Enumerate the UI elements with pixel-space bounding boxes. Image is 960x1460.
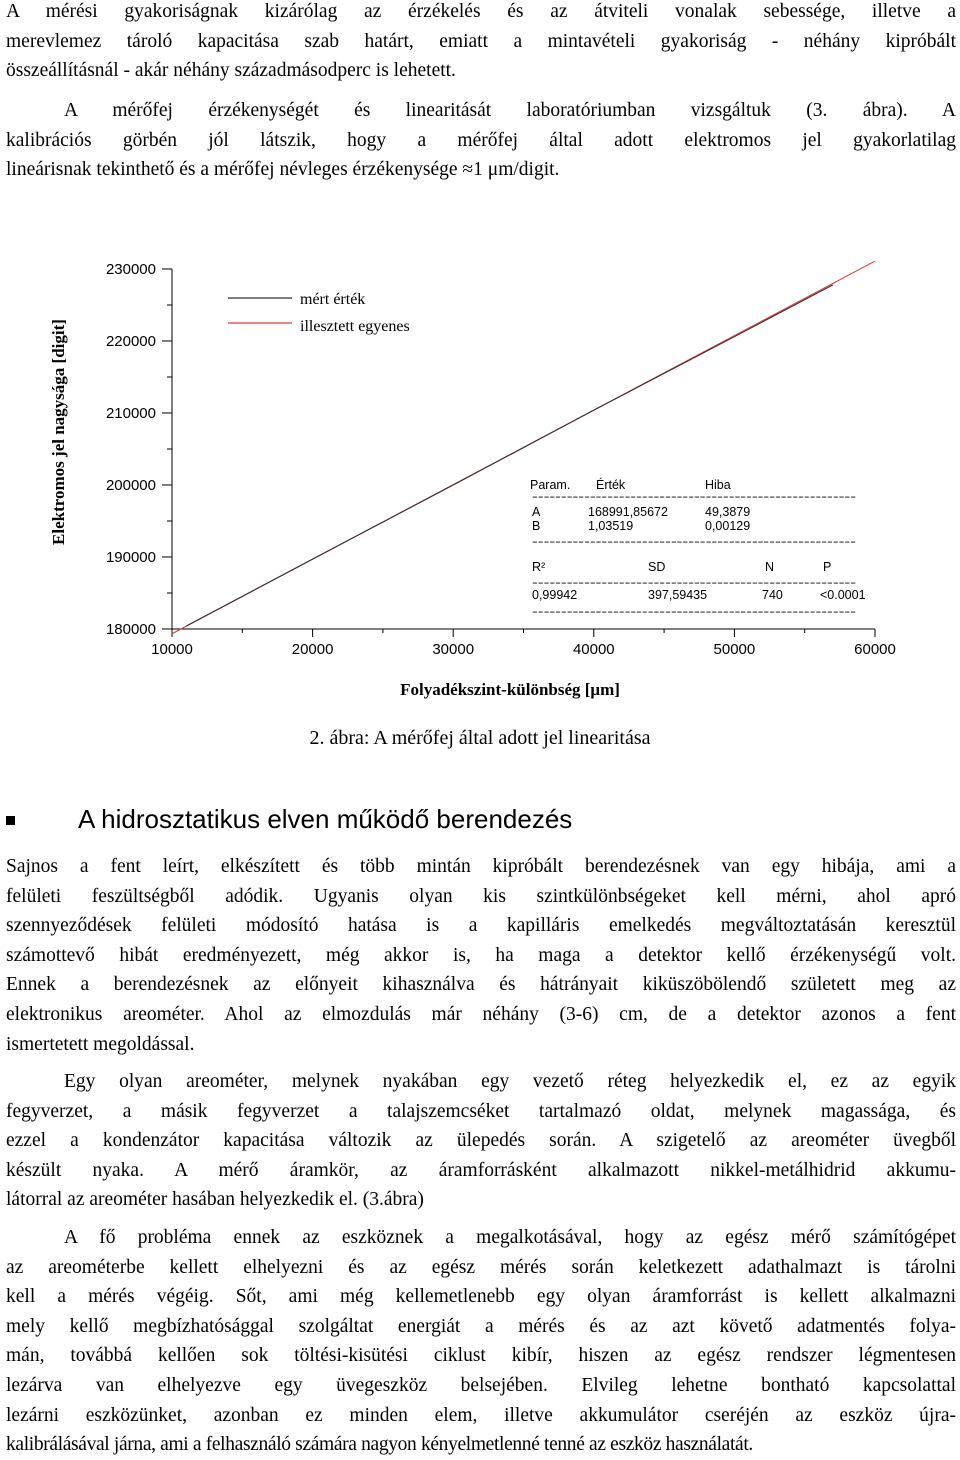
stats-cell: B xyxy=(532,519,541,533)
stats-dash-rule: -------------------------------------------------------- xyxy=(532,491,857,503)
y-axis-label: Elektromos jel nagysága [digit] xyxy=(49,319,68,545)
stats-cell: <0.0001 xyxy=(820,588,866,602)
calibration-chart xyxy=(0,250,960,710)
intro-line: összeállításnál - akár néhány századmásodperc is lehetett. xyxy=(6,60,456,82)
paragraph-line: kell a mérés végéig. Sőt, ami még kellemetlenebb egy olyan áramforrást is kellett alkalmazni xyxy=(6,1286,956,1308)
stats-cell: 740 xyxy=(762,588,783,602)
stats-dash-rule: -------------------------------------------------------- xyxy=(532,577,857,589)
calibration-line: kalibrációs görbén jól látszik, hogy a mérőfej által adott elektromos jel gyakorlatilag xyxy=(6,129,956,151)
stats-cell: 0,00129 xyxy=(705,519,751,533)
y-tick-label: 210000 xyxy=(105,405,156,422)
x-tick-label: 50000 xyxy=(713,641,756,658)
calibration-line: A mérőfej érzékenységét és linearitását laboratóriumban vizsgáltuk (3. ábra). A xyxy=(64,100,956,121)
stats-header-cell: SD xyxy=(648,560,666,574)
stats-dash-rule: -------------------------------------------------------- xyxy=(532,606,857,618)
y-tick-label: 220000 xyxy=(105,333,156,350)
body-paragraph-2 xyxy=(6,1067,956,1215)
y-tick-label: 230000 xyxy=(105,261,156,278)
x-tick-label: 60000 xyxy=(854,641,896,658)
stats-header-cell: R² xyxy=(532,560,546,574)
stats-cell: 49,3879 xyxy=(705,505,751,519)
paragraph-line: Egy olyan areométer, melynek nyakában egy vezető réteg helyezkedik el, ez az egyik xyxy=(64,1071,956,1092)
calibration-paragraph xyxy=(6,96,956,185)
paragraph-line: lezárni eszközünket, azonban ez minden elem, illetve akkumulátor cseréjén az eszköz újra- xyxy=(6,1404,956,1426)
x-tick-label: 30000 xyxy=(432,641,475,658)
stats-cell: A xyxy=(532,505,541,519)
paragraph-line: Ennek a berendezésnek az előnyeit kihasználva és hátrányait kiküszöbölendő született meg az xyxy=(6,974,956,996)
stats-header-cell: P xyxy=(823,560,832,574)
paragraph-line: számottevő hibát eredményezett, még akkor is, ha maga a detektor kellő érzékenységű volt. xyxy=(6,944,956,966)
paragraph-line: ismertetett megoldással. xyxy=(6,1033,195,1055)
section-heading-text: A hidrosztatikus elven működő berendezés xyxy=(78,804,573,834)
stats-cell: 1,03519 xyxy=(588,519,634,533)
stats-header-cell: Param. xyxy=(530,478,571,492)
body-paragraph-1 xyxy=(6,852,956,1059)
intro-paragraph xyxy=(6,0,956,86)
paragraph-line: látorral az areométer hasában helyezkedik el. (3.ábra) xyxy=(6,1189,424,1211)
paragraph-line: elektronikus areométer. Ahol az elmozdulás már néhány (3-6) cm, de a detektor azonos a fent xyxy=(6,1003,956,1025)
stats-cell: 168991,85672 xyxy=(588,505,668,519)
bullet-icon xyxy=(6,816,15,825)
paragraph-line: A fő probléma ennek az eszköznek a megalkotásával, hogy az egész mérő számítógépet xyxy=(64,1227,956,1248)
paragraph-line: szennyeződések felületi módosító hatása is a kapilláris emelkedés megváltoztatásán keresztül xyxy=(6,915,956,937)
stats-dash-rule: -------------------------------------------------------- xyxy=(532,536,857,548)
y-tick-label: 200000 xyxy=(105,477,156,494)
figure-caption: 2. ábra: A mérőfej által adott jel linearitása xyxy=(309,727,651,749)
paragraph-line: lezárva van elhelyezve egy üvegeszköz belsejében. Elvileg lehetne bontható kapcsolattal xyxy=(6,1374,956,1396)
paragraph-line: ezzel a kondenzátor kapacitása változik az ülepedés során. A szigetelő az areométer üvegből xyxy=(6,1130,956,1152)
paragraph-line: fegyverzet, a másik fegyverzet a talajszemcséket tartalmazó oldat, melynek magassága, és xyxy=(6,1100,956,1122)
stats-header-cell: Érték xyxy=(596,478,626,492)
x-tick-label: 20000 xyxy=(291,641,334,658)
stats-cell: 397,59435 xyxy=(648,588,708,602)
x-tick-label: 10000 xyxy=(151,641,193,658)
y-tick-label: 180000 xyxy=(105,621,156,638)
paragraph-line: az areométerbe kellett elhelyezni és az egész mérés során keletkezett adathalmazt is tárolni xyxy=(6,1256,956,1278)
chart-legend xyxy=(228,291,410,335)
stats-header-cell: N xyxy=(765,560,775,574)
intro-line: A mérési gyakoriságnak kizárólag az érzékelés és az átviteli vonalak sebessége, illetve a xyxy=(6,1,956,22)
fit-statistics-table xyxy=(530,477,866,618)
paragraph-line: mely kellő megbízhatósággal szolgáltat energiát a mérés és az azt követő adatmentés folya- xyxy=(6,1315,956,1337)
x-axis-label: Folyadékszint-különbség [μm] xyxy=(400,680,620,699)
paragraph-line: felületi feszültségből adódik. Ugyanis olyan kis szintkülönbségeket kell mérni, ahol apró xyxy=(6,885,956,907)
legend-label-fitted: illesztett egyenes xyxy=(300,318,410,335)
stats-cell: 0,99942 xyxy=(532,588,578,602)
calibration-line: lineárisnak tekinthető és a mérőfej névleges érzékenysége ≈1 μm/digit. xyxy=(6,159,560,181)
body-paragraph-3 xyxy=(6,1223,956,1460)
measured-values-series xyxy=(186,285,833,626)
x-tick-label: 40000 xyxy=(572,641,615,658)
paragraph-line: készült nyaka. A mérő áramkör, az áramforrásként alkalmazott nikkel-metálhidrid akkumu- xyxy=(6,1159,956,1181)
intro-line: merevlemez tároló kapacitása szab határt, emiatt a mintavételi gyakoriság - néhány kipróbált xyxy=(6,30,956,52)
paragraph-line: kalibrálásával járna, ami a felhasználó számára nagyon kényelmetlenné tenné az eszköz használatát. xyxy=(6,1434,753,1456)
stats-header-cell: Hiba xyxy=(705,478,731,492)
y-tick-label: 190000 xyxy=(105,549,156,566)
paragraph-line: mán, továbbá kellően sok töltési-kisütési ciklust kibír, hiszen az egész rendszer légmentesen xyxy=(6,1345,956,1367)
legend-label-measured: mért érték xyxy=(300,291,366,308)
paragraph-line: Sajnos a fent leírt, elkészített és több mintán kipróbált berendezésnek van egy hibája, ami a xyxy=(6,856,956,877)
